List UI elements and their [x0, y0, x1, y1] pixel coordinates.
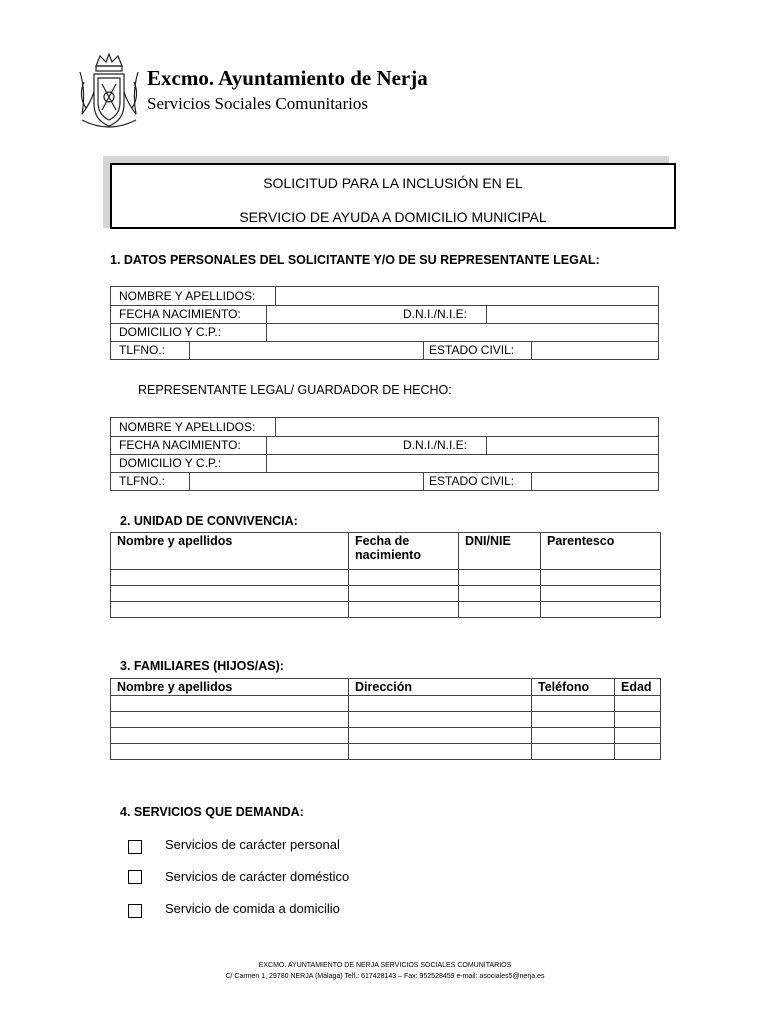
table-cell[interactable] [111, 696, 349, 712]
applicant-name-label: NOMBRE Y APELLIDOS: [119, 289, 256, 303]
applicant-name-field[interactable] [276, 288, 658, 305]
representative-civil-status-field[interactable] [532, 473, 658, 490]
household-header-row [111, 533, 661, 570]
applicant-civil-status-label: ESTADO CIVIL: [429, 343, 515, 357]
table-cell[interactable] [459, 586, 541, 602]
table-row [111, 744, 661, 760]
table-cell[interactable] [541, 586, 661, 602]
household-col-name: Nombre y apellidos [111, 533, 349, 570]
representative-address-label: DOMICILIO Y C.P.: [119, 456, 222, 470]
table-cell[interactable] [532, 696, 615, 712]
table-cell[interactable] [615, 712, 661, 728]
household-col-dni: DNI/NIE [459, 533, 541, 570]
table-cell[interactable] [349, 712, 532, 728]
table-cell[interactable] [459, 570, 541, 586]
table-cell[interactable] [349, 728, 532, 744]
applicant-data-box [110, 286, 659, 360]
table-cell[interactable] [111, 570, 349, 586]
table-cell[interactable] [615, 696, 661, 712]
representative-phone-label: TLFNO.: [119, 474, 166, 488]
form-title [110, 163, 676, 229]
section-2-heading: 2. UNIDAD DE CONVIVENCIA: [120, 514, 298, 528]
relatives-col-address: Dirección [349, 679, 532, 696]
checkbox-domestic-service[interactable] [128, 870, 142, 884]
coat-of-arms-icon [76, 52, 142, 132]
option-domestic-service-label: Servicios de carácter doméstico [165, 869, 350, 884]
representative-dni-field[interactable] [487, 437, 658, 454]
representative-birthdate-label: FECHA NACIMIENTO: [119, 438, 241, 452]
table-cell[interactable] [349, 696, 532, 712]
table-cell[interactable] [541, 602, 661, 618]
table-cell[interactable] [111, 602, 349, 618]
household-col-birthdate: Fecha de nacimiento [349, 533, 459, 570]
representative-name-label: NOMBRE Y APELLIDOS: [119, 420, 256, 434]
table-cell[interactable] [541, 570, 661, 586]
applicant-address-label: DOMICILIO Y C.P.: [119, 325, 222, 339]
footer-organization: EXCMO. AYUNTAMIENTO DE NERJA SERVICIOS SOCIALES COMUNITARIOS [258, 962, 512, 969]
table-cell[interactable] [111, 728, 349, 744]
applicant-address-field[interactable] [267, 324, 658, 341]
organization-name: Excmo. Ayuntamiento de Nerja [147, 66, 428, 90]
option-personal-care-label: Servicios de carácter personal [165, 837, 340, 852]
relatives-col-phone: Teléfono [532, 679, 615, 696]
checkbox-meal-delivery[interactable] [128, 904, 142, 918]
household-col-relationship: Parentesco [541, 533, 661, 570]
representative-address-field[interactable] [267, 455, 658, 472]
table-cell[interactable] [111, 712, 349, 728]
section-3-heading: 3. FAMILIARES (HIJOS/AS): [120, 659, 284, 673]
organization-subtitle: Servicios Sociales Comunitarios [147, 94, 368, 113]
table-cell[interactable] [532, 712, 615, 728]
table-row [111, 570, 661, 586]
table-cell[interactable] [111, 586, 349, 602]
option-meal-delivery-label: Servicio de comida a domicilio [165, 901, 340, 916]
table-cell[interactable] [349, 570, 459, 586]
representative-dni-label: D.N.I./N.I.E: [403, 438, 468, 452]
relatives-table [110, 678, 661, 760]
table-cell[interactable] [615, 744, 661, 760]
relatives-header-row [111, 679, 661, 696]
relatives-col-name: Nombre y apellidos [111, 679, 349, 696]
form-title-line-2: SERVICIO DE AYUDA A DOMICILIO MUNICIPAL [239, 209, 547, 225]
applicant-civil-status-field[interactable] [532, 342, 658, 359]
applicant-phone-label: TLFNO.: [119, 343, 166, 357]
table-cell[interactable] [349, 744, 532, 760]
table-cell[interactable] [615, 728, 661, 744]
table-row [111, 728, 661, 744]
form-title-line-1: SOLICITUD PARA LA INCLUSIÓN EN EL [263, 175, 523, 191]
table-row [111, 586, 661, 602]
table-cell[interactable] [349, 586, 459, 602]
table-row [111, 696, 661, 712]
representative-name-field[interactable] [276, 419, 658, 436]
household-table [110, 532, 661, 618]
checkbox-personal-care[interactable] [128, 840, 142, 854]
section-1-heading: 1. DATOS PERSONALES DEL SOLICITANTE Y/O DE SU REPRESENTANTE LEGAL: [110, 253, 600, 267]
table-cell[interactable] [349, 602, 459, 618]
table-row [111, 602, 661, 618]
footer-contact: C/ Carmen 1, 29780 NERJA (Málaga) Telf.: 617428143 – Fax: 952528459 e-mail: asociales5@nerja.es [225, 973, 545, 980]
table-cell[interactable] [532, 728, 615, 744]
relatives-col-age: Edad [615, 679, 661, 696]
table-row [111, 712, 661, 728]
applicant-dni-label: D.N.I./N.I.E: [403, 307, 468, 321]
representative-phone-field[interactable] [190, 473, 422, 490]
representative-civil-status-label: ESTADO CIVIL: [429, 474, 515, 488]
applicant-phone-field[interactable] [190, 342, 422, 359]
representative-data-box [110, 417, 659, 491]
table-cell[interactable] [532, 744, 615, 760]
section-4-heading: 4. SERVICIOS QUE DEMANDA: [120, 805, 304, 819]
applicant-dni-field[interactable] [487, 306, 658, 323]
table-cell[interactable] [459, 602, 541, 618]
table-cell[interactable] [111, 744, 349, 760]
applicant-birthdate-label: FECHA NACIMIENTO: [119, 307, 241, 321]
representative-heading: REPRESENTANTE LEGAL/ GUARDADOR DE HECHO: [138, 383, 452, 397]
